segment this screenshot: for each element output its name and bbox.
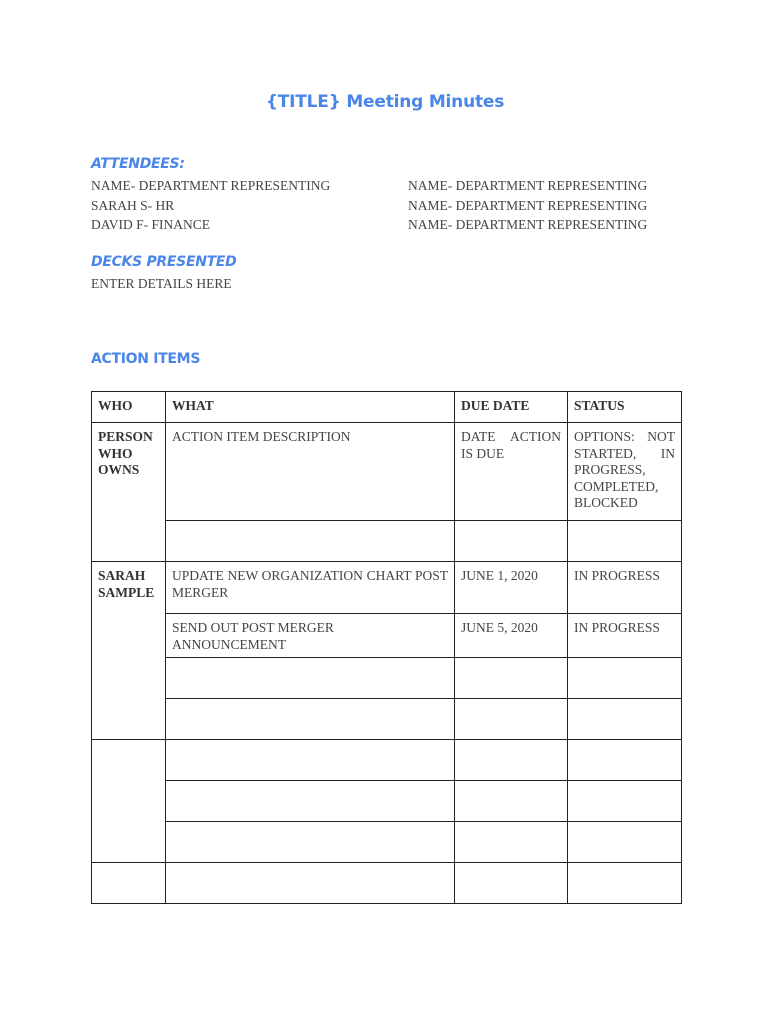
what-cell (166, 863, 455, 904)
who-cell (92, 863, 166, 904)
attendees-right-column (408, 176, 647, 235)
what-cell (166, 740, 455, 781)
table-row (92, 822, 682, 863)
due-date-cell (455, 863, 568, 904)
due-date-cell (455, 521, 568, 562)
due-date-cell (455, 699, 568, 740)
due-date-cell (455, 822, 568, 863)
who-cell: PERSON WHO OWNS (92, 423, 166, 562)
attendees-left-column (91, 176, 330, 235)
decks-heading: DECKS PRESENTED (91, 254, 237, 270)
what-cell (166, 781, 455, 822)
what-cell (166, 521, 455, 562)
table-header-row (92, 392, 682, 423)
table-row (92, 562, 682, 614)
what-cell (166, 658, 455, 699)
status-cell (568, 658, 682, 699)
who-cell (92, 740, 166, 863)
what-cell (166, 822, 455, 863)
status-cell: OPTIONS: NOT STARTED, IN PROGRESS, COMPLETED, BLOCKED (568, 423, 682, 521)
status-cell: IN PROGRESS (568, 614, 682, 658)
what-cell: SEND OUT POST MERGER ANNOUNCEMENT (166, 614, 455, 658)
due-date-cell: JUNE 5, 2020 (455, 614, 568, 658)
what-cell: ACTION ITEM DESCRIPTION (166, 423, 455, 521)
status-cell (568, 781, 682, 822)
status-cell (568, 521, 682, 562)
action-items-table (91, 391, 682, 904)
due-date-cell (455, 781, 568, 822)
attendees-heading: ATTENDEES: (91, 156, 185, 172)
table-row (92, 781, 682, 822)
table-row (92, 521, 682, 562)
table-row (92, 699, 682, 740)
who-cell: SARAH SAMPLE (92, 562, 166, 740)
table-row (92, 658, 682, 699)
status-cell (568, 699, 682, 740)
due-date-cell: JUNE 1, 2020 (455, 562, 568, 614)
due-date-cell: DATE ACTION IS DUE (455, 423, 568, 521)
attendee-entry: NAME- DEPARTMENT REPRESENTING (408, 217, 648, 232)
column-header-due-date: DUE DATE (455, 392, 568, 423)
status-cell: IN PROGRESS (568, 562, 682, 614)
due-date-cell (455, 658, 568, 699)
attendee-entry: NAME- DEPARTMENT REPRESENTING (408, 178, 648, 193)
table-row (92, 740, 682, 781)
column-header-status: STATUS (568, 392, 682, 423)
due-date-cell (455, 740, 568, 781)
table-row (92, 423, 682, 521)
column-header-who: WHO (92, 392, 166, 423)
table-row (92, 863, 682, 904)
column-header-what: WHAT (166, 392, 455, 423)
action-items-heading: ACTION ITEMS (91, 351, 201, 367)
decks-details: ENTER DETAILS HERE (91, 276, 232, 291)
attendee-entry: NAME- DEPARTMENT REPRESENTING (408, 197, 648, 213)
status-cell (568, 740, 682, 781)
status-cell (568, 863, 682, 904)
attendee-entry: DAVID F- FINANCE (91, 217, 211, 232)
page-title: {TITLE} Meeting Minutes (265, 92, 505, 112)
what-cell (166, 699, 455, 740)
attendee-entry: NAME- DEPARTMENT REPRESENTING (91, 178, 331, 193)
table-row (92, 614, 682, 658)
attendee-entry: SARAH S- HR (91, 197, 175, 213)
status-cell (568, 822, 682, 863)
what-cell: UPDATE NEW ORGANIZATION CHART POST MERGER (166, 562, 455, 614)
